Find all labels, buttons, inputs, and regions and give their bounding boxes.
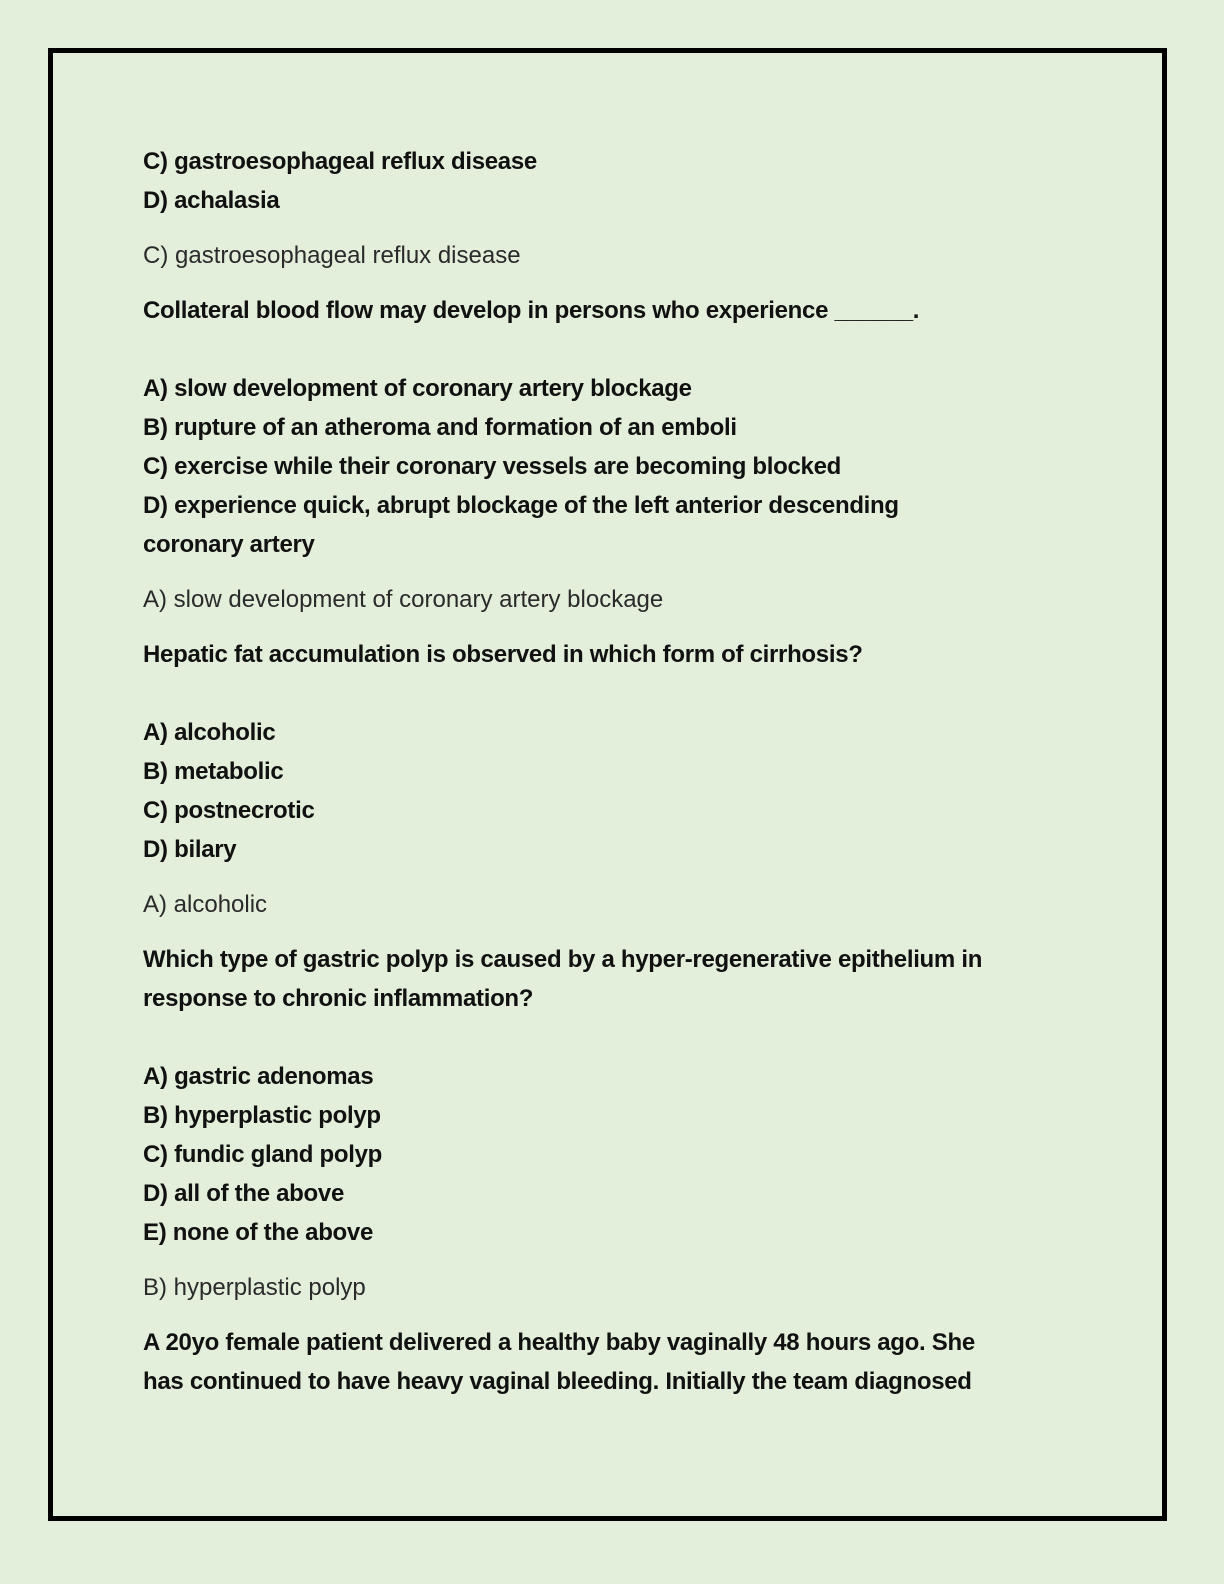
option-d: D) bilary — [143, 836, 237, 863]
answer-text: A) slow development of coronary artery blockage — [143, 586, 664, 613]
option-d-continued: coronary artery — [143, 531, 315, 558]
option-c: C) exercise while their coronary vessels are becoming blocked — [143, 453, 842, 480]
question-text: Hepatic fat accumulation is observed in which form of cirrhosis? — [143, 641, 863, 668]
option-a: A) gastric adenomas — [143, 1063, 374, 1090]
answer-text: C) gastroesophageal reflux disease — [143, 242, 521, 269]
option-e: E) none of the above — [143, 1219, 374, 1246]
question-text-line-2: has continued to have heavy vaginal bleeding. Initially the team diagnosed — [143, 1368, 972, 1395]
question-text-line-2: response to chronic inflammation? — [143, 985, 534, 1012]
question-block-3 — [143, 635, 1103, 924]
option-c: C) gastroesophageal reflux disease — [143, 148, 537, 175]
option-a: A) slow development of coronary artery blockage — [143, 375, 692, 402]
document-content — [143, 142, 1103, 1401]
question-text-line-1: A 20yo female patient delivered a healthy baby vaginally 48 hours ago. She — [143, 1329, 975, 1356]
option-d: D) experience quick, abrupt blockage of the left anterior descending — [143, 492, 899, 519]
question-text-line-1: Which type of gastric polyp is caused by a hyper-regenerative epithelium in — [143, 946, 983, 973]
question-block-4 — [143, 940, 1103, 1307]
answer-text: A) alcoholic — [143, 891, 268, 918]
option-a: A) alcoholic — [143, 719, 276, 746]
option-b: B) hyperplastic polyp — [143, 1102, 381, 1129]
question-block-5 — [143, 1323, 1103, 1401]
option-b: B) rupture of an atheroma and formation of an emboli — [143, 414, 737, 441]
question-text: Collateral blood flow may develop in persons who experience ______. — [143, 297, 920, 324]
answer-text: B) hyperplastic polyp — [143, 1274, 366, 1301]
question-block-1 — [143, 142, 1103, 275]
option-c: C) postnecrotic — [143, 797, 315, 824]
question-block-2 — [143, 291, 1103, 619]
option-d: D) achalasia — [143, 187, 280, 214]
option-c: C) fundic gland polyp — [143, 1141, 383, 1168]
option-d: D) all of the above — [143, 1180, 344, 1207]
option-b: B) metabolic — [143, 758, 284, 785]
